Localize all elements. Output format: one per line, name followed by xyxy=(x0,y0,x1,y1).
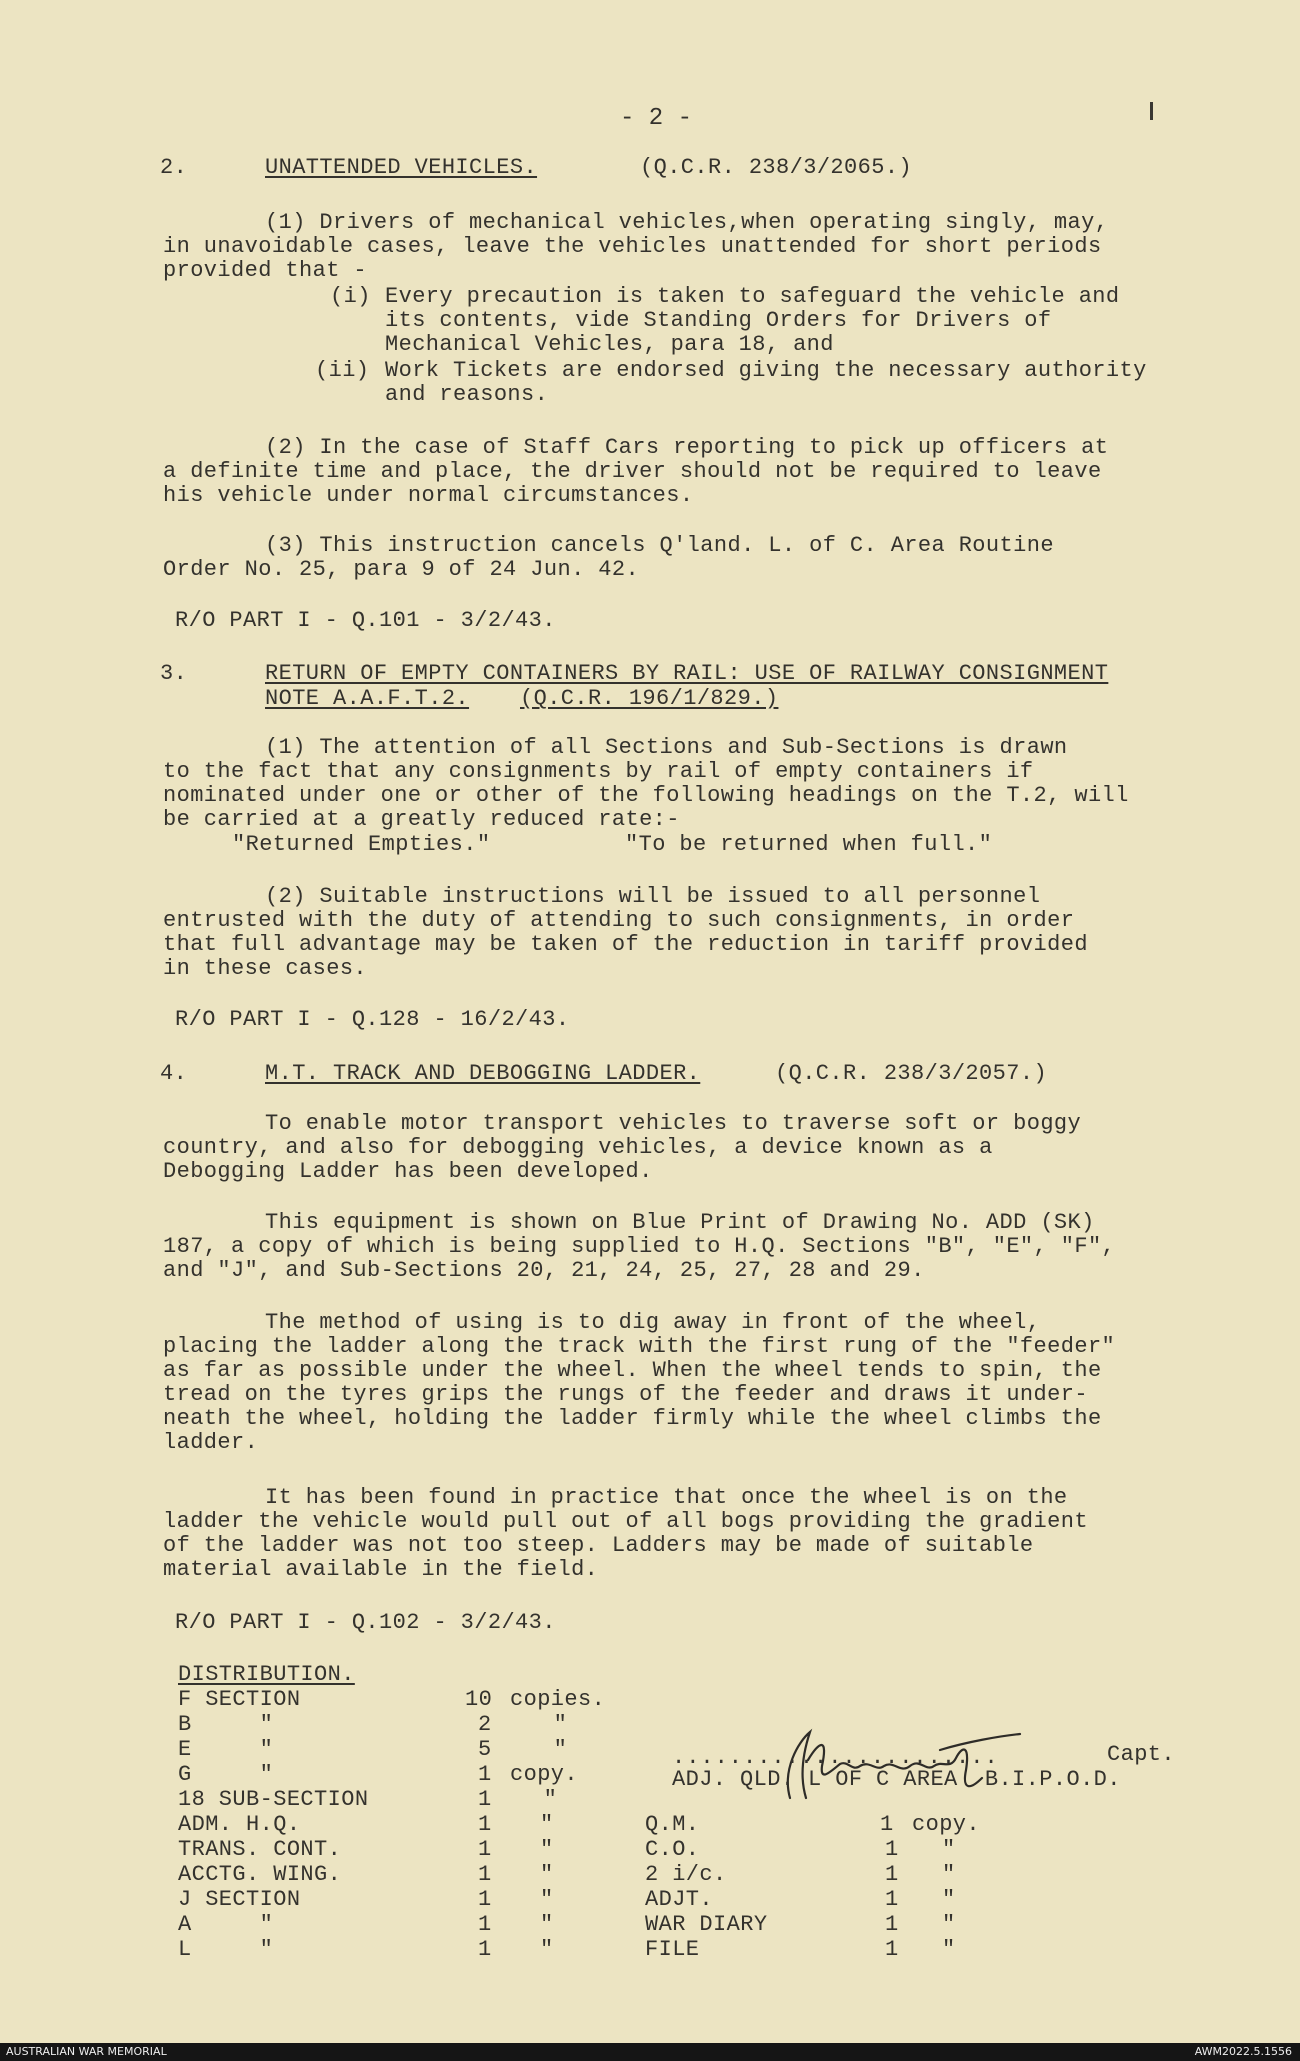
dist-left-name: E " xyxy=(178,1737,274,1762)
s3-heading-returned-empties: "Returned Empties." xyxy=(232,832,491,857)
dist-right-name: Q.M. xyxy=(645,1812,700,1837)
s4-p4-line: of the ladder was not too steep. Ladders may be made of suitable xyxy=(163,1533,1034,1558)
dist-right-name: WAR DIARY xyxy=(645,1912,768,1937)
dist-left-name: J SECTION xyxy=(178,1887,301,1912)
dist-left-unit: copies. xyxy=(510,1687,606,1712)
s3-p1-line: (1) The attention of all Sections and Sub-Sections is drawn xyxy=(265,735,1068,760)
dist-right-qty: 1 xyxy=(880,1812,894,1837)
s4-p1-line: To enable motor transport vehicles to traverse soft or boggy xyxy=(265,1111,1082,1136)
s3-p1-line: to the fact that any consignments by rail of empty containers if xyxy=(163,759,1034,784)
s4-routine-order: R/O PART I - Q.102 - 3/2/43. xyxy=(175,1610,556,1635)
dist-left-unit: " xyxy=(540,1737,568,1762)
s2-i-line: Mechanical Vehicles, para 18, and xyxy=(385,332,834,357)
s4-p2-line: This equipment is shown on Blue Print of Drawing No. ADD (SK) xyxy=(265,1210,1095,1235)
s3-heading-returned-when-full: "To be returned when full." xyxy=(625,832,993,857)
s2-p2-line: a definite time and place, the driver should not be required to leave xyxy=(163,459,1102,484)
dist-left-qty: 1 xyxy=(478,1837,492,1862)
dist-left-name: F SECTION xyxy=(178,1687,301,1712)
dist-left-qty: 1 xyxy=(478,1887,492,1912)
dist-right-qty: 1 xyxy=(885,1887,899,1912)
dist-left-unit: " xyxy=(530,1787,558,1812)
dist-left-name: TRANS. CONT. xyxy=(178,1837,342,1862)
dist-left-qty: 1 xyxy=(478,1812,492,1837)
s2-i-label: (i) xyxy=(330,284,371,309)
s2-p3-line: (3) This instruction cancels Q'land. L. of C. Area Routine xyxy=(265,533,1054,558)
s4-number: 4. xyxy=(160,1061,188,1086)
s4-p4-line: material available in the field. xyxy=(163,1557,599,1582)
s3-p2-line: that full advantage may be taken of the reduction in tariff provided xyxy=(163,932,1088,957)
s3-title-line1: RETURN OF EMPTY CONTAINERS BY RAIL: USE OF RAILWAY CONSIGNMENT xyxy=(265,661,1109,686)
dist-right-name: 2 i/c. xyxy=(645,1862,727,1887)
archive-footer xyxy=(0,2043,1300,2061)
s2-p1-line: in unavoidable cases, leave the vehicles unattended for short periods xyxy=(163,234,1102,259)
s2-ref: (Q.C.R. 238/3/2065.) xyxy=(640,155,913,180)
dist-left-qty: 1 xyxy=(478,1787,492,1812)
s2-routine-order: R/O PART I - Q.101 - 3/2/43. xyxy=(175,608,556,633)
s2-ii-label: (ii) xyxy=(315,358,370,383)
dist-left-qty: 5 xyxy=(478,1737,492,1762)
dist-right-name: C.O. xyxy=(645,1837,700,1862)
s4-p3-line: The method of using is to dig away in front of the wheel, xyxy=(265,1310,1041,1335)
margin-mark xyxy=(1150,102,1153,120)
s2-number: 2. xyxy=(160,155,188,180)
signature-dots: ....................... xyxy=(672,1745,999,1770)
dist-left-unit: " xyxy=(540,1887,554,1912)
distribution-title: DISTRIBUTION. xyxy=(178,1662,355,1687)
dist-left-unit: " xyxy=(540,1812,554,1837)
s3-routine-order: R/O PART I - Q.128 - 16/2/43. xyxy=(175,1007,570,1032)
dist-right-unit: " xyxy=(942,1862,956,1887)
dist-right-unit: " xyxy=(942,1837,956,1862)
s4-p3-line: neath the wheel, holding the ladder firmly while the wheel climbs the xyxy=(163,1406,1102,1431)
s4-p3-line: placing the ladder along the track with the first rung of the "feeder" xyxy=(163,1334,1116,1359)
s2-i-line: Every precaution is taken to safeguard the vehicle and xyxy=(385,284,1120,309)
s4-p1-line: country, and also for debogging vehicles, a device known as a xyxy=(163,1135,993,1160)
s2-p2-line: (2) In the case of Staff Cars reporting to pick up officers at xyxy=(265,435,1109,460)
dist-left-qty: 1 xyxy=(478,1912,492,1937)
dist-left-unit: " xyxy=(540,1837,554,1862)
dist-left-name: ADM. H.Q. xyxy=(178,1812,301,1837)
s3-p2-line: (2) Suitable instructions will be issued to all personnel xyxy=(265,884,1041,909)
s3-p1-line: nominated under one or other of the following headings on the T.2, will xyxy=(163,783,1129,808)
s2-ii-line: Work Tickets are endorsed giving the necessary authority xyxy=(385,358,1147,383)
s4-p3-line: tread on the tyres grips the rungs of the feeder and draws it under- xyxy=(163,1382,1088,1407)
dist-right-qty: 1 xyxy=(885,1862,899,1887)
dist-left-unit: " xyxy=(540,1862,554,1887)
dist-right-unit: " xyxy=(942,1912,956,1937)
dist-right-unit: " xyxy=(942,1887,956,1912)
page-number: - 2 - xyxy=(620,105,693,132)
s2-i-line: its contents, vide Standing Orders for Drivers of xyxy=(385,308,1052,333)
dist-left-name: A " xyxy=(178,1912,274,1937)
dist-left-qty: 1 xyxy=(478,1762,492,1787)
dist-right-qty: 1 xyxy=(885,1937,899,1962)
dist-left-unit: " xyxy=(540,1937,554,1962)
s4-p2-line: 187, a copy of which is being supplied to H.Q. Sections "B", "E", "F", xyxy=(163,1234,1116,1259)
dist-left-name: ACCTG. WING. xyxy=(178,1862,342,1887)
s2-p1-line: provided that - xyxy=(163,258,368,283)
signature-block: ADJ. QLD. L OF C AREA B.I.P.O.D. xyxy=(672,1767,1121,1792)
dist-left-name: 18 SUB-SECTION xyxy=(178,1787,369,1812)
s2-p2-line: his vehicle under normal circumstances. xyxy=(163,483,694,508)
s4-p4-line: It has been found in practice that once the wheel is on the xyxy=(265,1485,1068,1510)
s4-ref: (Q.C.R. 238/3/2057.) xyxy=(775,1061,1048,1086)
dist-right-qty: 1 xyxy=(885,1837,899,1862)
dist-right-unit: " xyxy=(942,1937,956,1962)
dist-left-name: B " xyxy=(178,1712,274,1737)
dist-left-qty: 10 xyxy=(465,1687,493,1712)
dist-left-unit: " xyxy=(540,1712,568,1737)
dist-right-unit: copy. xyxy=(912,1812,981,1837)
dist-left-name: L " xyxy=(178,1937,274,1962)
s2-title: UNATTENDED VEHICLES. xyxy=(265,155,538,180)
dist-left-qty: 1 xyxy=(478,1937,492,1962)
dist-left-qty: 1 xyxy=(478,1862,492,1887)
dist-right-name: FILE xyxy=(645,1937,700,1962)
dist-left-unit: copy. xyxy=(510,1762,579,1787)
s4-p3-line: as far as possible under the wheel. When the wheel tends to spin, the xyxy=(163,1358,1102,1383)
s3-ref: (Q.C.R. 196/1/829.) xyxy=(520,686,779,711)
s4-p1-line: Debogging Ladder has been developed. xyxy=(163,1159,653,1184)
dist-left-unit: " xyxy=(540,1912,554,1937)
dist-left-qty: 2 xyxy=(478,1712,492,1737)
s2-p1-line: (1) Drivers of mechanical vehicles,when operating singly, may, xyxy=(265,210,1109,235)
dist-left-name: G " xyxy=(178,1762,274,1787)
s4-p4-line: ladder the vehicle would pull out of all bogs providing the gradient xyxy=(163,1509,1088,1534)
s3-title-line2: NOTE A.A.F.T.2. xyxy=(265,686,470,711)
s2-ii-line: and reasons. xyxy=(385,382,549,407)
footer-reference: AWM2022.5.1556 xyxy=(1194,2045,1292,2058)
s4-title: M.T. TRACK AND DEBOGGING LADDER. xyxy=(265,1061,701,1086)
signature-rank: Capt. xyxy=(1107,1742,1176,1767)
s3-p1-line: be carried at a greatly reduced rate:- xyxy=(163,807,680,832)
dist-right-name: ADJT. xyxy=(645,1887,714,1912)
s3-p2-line: in these cases. xyxy=(163,956,368,981)
dist-right-qty: 1 xyxy=(885,1912,899,1937)
s4-p3-line: ladder. xyxy=(163,1430,259,1455)
footer-institution: AUSTRALIAN WAR MEMORIAL xyxy=(6,2045,167,2058)
s4-p2-line: and "J", and Sub-Sections 20, 21, 24, 25, 27, 28 and 29. xyxy=(163,1258,925,1283)
s3-p2-line: entrusted with the duty of attending to such consignments, in order xyxy=(163,908,1075,933)
s2-p3-line: Order No. 25, para 9 of 24 Jun. 42. xyxy=(163,557,640,582)
s3-number: 3. xyxy=(160,661,188,686)
